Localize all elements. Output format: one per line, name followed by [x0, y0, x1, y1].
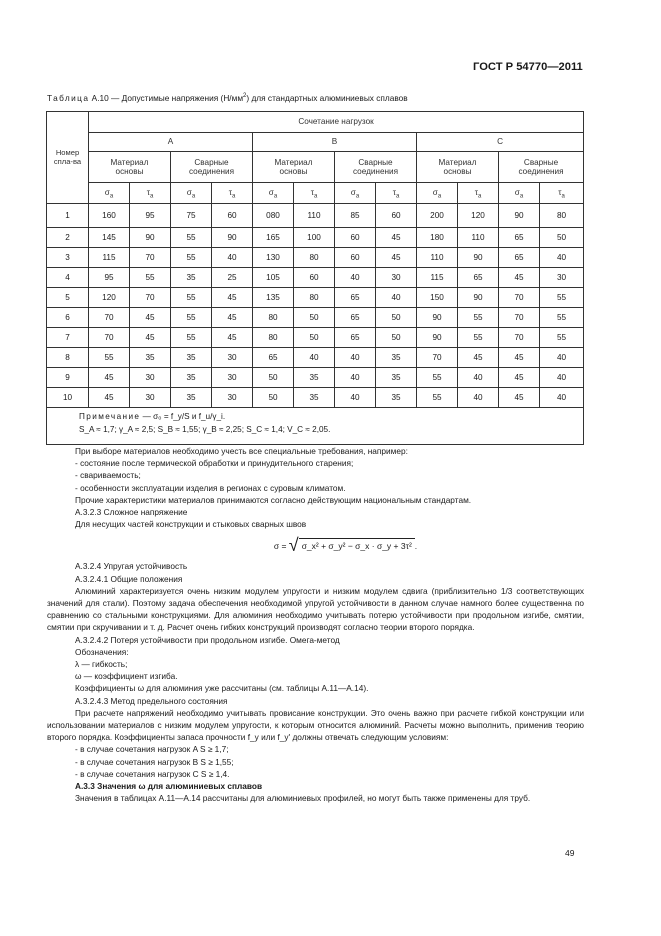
paragraph: При выборе материалов необходимо учесть все специальные требования, например: — [75, 446, 408, 456]
stress-value-cell: 110 — [417, 248, 458, 268]
stress-value-cell: 35 — [376, 368, 417, 388]
stress-value-cell: 45 — [376, 248, 417, 268]
stress-value-cell: 40 — [540, 348, 584, 368]
stress-value-cell: 80 — [253, 328, 294, 348]
stress-value-cell: 200 — [417, 204, 458, 228]
tau-header: $\tau_a$ — [458, 183, 499, 204]
list-item: - в случае сочетания нагрузок A S ≥ 1,7; — [75, 744, 229, 755]
stress-value-cell: 45 — [130, 308, 171, 328]
stress-value-cell: 65 — [253, 348, 294, 368]
stress-value-cell: 150 — [417, 288, 458, 308]
caption-sup: 2 — [243, 93, 247, 100]
stress-value-cell: 35 — [171, 348, 212, 368]
stress-value-cell: 40 — [335, 348, 376, 368]
stress-value-cell: 90 — [130, 228, 171, 248]
stress-value-cell: 90 — [212, 228, 253, 248]
stress-value-cell: 30 — [376, 268, 417, 288]
alloy-number-cell: 8 — [47, 348, 89, 368]
stress-value-cell: 40 — [540, 388, 584, 408]
stress-value-cell: 40 — [458, 368, 499, 388]
formula-lhs: σ = — [273, 541, 287, 552]
stress-value-cell: 80 — [294, 248, 335, 268]
table-row — [47, 308, 584, 328]
stress-value-cell: 60 — [294, 268, 335, 288]
stress-value-cell: 50 — [294, 308, 335, 328]
alloy-number-cell: 1 — [47, 204, 89, 228]
table-row — [47, 248, 584, 268]
stress-value-cell: 55 — [130, 268, 171, 288]
stress-value-cell: 130 — [253, 248, 294, 268]
stress-value-cell: 135 — [253, 288, 294, 308]
stress-value-cell: 80 — [253, 308, 294, 328]
paragraph: Алюминий характеризуется очень низким модулем упругости и низким модулем сдвига (приблизительно 1/3 соответствующих значений для стали). Поэтому задача обеспечения необходимой упругой устойчивости в данном случае намного более существенна по сравнению со стальными конструкциями. Для алюминия необходимо учитывать потерю устойчивости при продольном изгибе, смятии, смятии при скручивании и т. д. Расчет очень гибких конструкций производят согласно теории второго порядка. — [47, 585, 584, 633]
tau-header: $\tau_a$ — [130, 183, 171, 204]
stress-value-cell: 45 — [212, 288, 253, 308]
alloy-number-cell: 7 — [47, 328, 89, 348]
stress-value-cell: 35 — [294, 388, 335, 408]
stress-value-cell: 45 — [130, 328, 171, 348]
stress-value-cell: 115 — [417, 268, 458, 288]
stress-value-cell: 30 — [212, 388, 253, 408]
stress-formula — [47, 530, 584, 560]
stress-value-cell: 65 — [499, 248, 540, 268]
paragraph: Для несущих частей конструкции и стыковых сварных швов — [75, 519, 307, 530]
alloy-number-cell: 6 — [47, 308, 89, 328]
stress-value-cell: 45 — [212, 328, 253, 348]
paragraph: При расчете напряжений необходимо учитывать провисание конструкции. Это очень важно при расчете гибкой конструкции или использовании материалов с низким модулем упругости, к которым относится алюминий. Расчеты можно выполнить, применив теорию второго порядка. Коэффициенты запаса прочности f_y или f_y' должны отвечать следующим условиям: — [47, 707, 584, 743]
stress-value-cell: 70 — [130, 288, 171, 308]
stress-value-cell: 35 — [376, 388, 417, 408]
list-item: ω — коэффициент изгиба. — [75, 671, 178, 682]
stress-value-cell: 90 — [458, 288, 499, 308]
stress-value-cell: 35 — [171, 268, 212, 288]
stress-value-cell: 70 — [89, 308, 130, 328]
sigma-header: $\sigma_a$ — [253, 183, 294, 204]
table-row — [47, 328, 584, 348]
table-row — [47, 388, 584, 408]
stress-value-cell: 90 — [458, 248, 499, 268]
sub-header-base: Материал основы — [253, 152, 335, 183]
stress-value-cell: 50 — [376, 328, 417, 348]
list-item: - особенности эксплуатации изделия в регионах с суровым климатом. — [75, 482, 346, 493]
stress-value-cell: 60 — [335, 228, 376, 248]
section-heading: А.3.2.4.3 Метод предельного состояния — [75, 695, 228, 706]
stress-value-cell: 95 — [130, 204, 171, 228]
stress-value-cell: 45 — [499, 368, 540, 388]
paragraph: Значения в таблицах А.11—А.14 рассчитаны для алюминиевых профилей, но могут быть также применены для труб. — [75, 793, 531, 804]
table-row — [47, 204, 584, 228]
stress-value-cell: 100 — [294, 228, 335, 248]
stress-value-cell: 30 — [130, 368, 171, 388]
table-row — [47, 348, 584, 368]
stress-value-cell: 30 — [212, 368, 253, 388]
stress-value-cell: 40 — [335, 388, 376, 408]
list-item: - в случае сочетания нагрузок B S ≥ 1,55; — [75, 756, 234, 767]
sigma-header: $\sigma_a$ — [89, 183, 130, 204]
stress-value-cell: 45 — [376, 228, 417, 248]
sigma-header: $\sigma_a$ — [417, 183, 458, 204]
stress-value-cell: 115 — [89, 248, 130, 268]
alloy-number-cell: 9 — [47, 368, 89, 388]
combo-c-header: C — [417, 133, 584, 152]
stress-value-cell: 40 — [458, 388, 499, 408]
stress-value-cell: 45 — [212, 308, 253, 328]
table-row — [47, 288, 584, 308]
combo-b-header: B — [253, 133, 417, 152]
caption-text: А.10 — Допустимые напряжения (Н/мм — [91, 93, 244, 103]
sub-header-weld: Сварные соединения — [171, 152, 253, 183]
tau-header: $\tau_a$ — [540, 183, 584, 204]
stress-value-cell: 80 — [540, 204, 584, 228]
stress-value-cell: 95 — [89, 268, 130, 288]
list-item: - в случае сочетания нагрузок C S ≥ 1,4. — [75, 768, 230, 779]
tau-header: $\tau_a$ — [212, 183, 253, 204]
table-row — [47, 368, 584, 388]
stress-value-cell: 45 — [499, 348, 540, 368]
table-row — [47, 228, 584, 248]
stress-value-cell: 75 — [171, 204, 212, 228]
stress-value-cell: 90 — [499, 204, 540, 228]
stress-value-cell: 165 — [253, 228, 294, 248]
table-caption — [47, 93, 408, 103]
stress-value-cell: 30 — [212, 348, 253, 368]
list-item: λ — гибкость; — [75, 659, 128, 670]
stress-value-cell: 40 — [540, 368, 584, 388]
stress-value-cell: 55 — [171, 288, 212, 308]
stress-value-cell: 55 — [540, 308, 584, 328]
stress-value-cell: 85 — [335, 204, 376, 228]
stress-value-cell: 35 — [171, 388, 212, 408]
note-line-1: Примечание — σ₀ = f_y/S и f_u/γ_i. — [79, 412, 226, 421]
stress-value-cell: 65 — [458, 268, 499, 288]
combo-a-header: A — [89, 133, 253, 152]
stress-value-cell: 55 — [540, 328, 584, 348]
stress-value-cell: 40 — [540, 248, 584, 268]
stress-value-cell: 65 — [335, 308, 376, 328]
stress-value-cell: 40 — [335, 268, 376, 288]
stress-value-cell: 55 — [540, 288, 584, 308]
stress-value-cell: 70 — [499, 328, 540, 348]
formula-rhs: σ_x² + σ_y² − σ_x · σ_y + 3τ² — [299, 538, 415, 553]
stress-value-cell: 55 — [417, 388, 458, 408]
sub-header-weld: Сварные соединения — [499, 152, 584, 183]
stress-value-cell: 50 — [294, 328, 335, 348]
stress-value-cell: 40 — [212, 248, 253, 268]
section-heading: А.3.2.4.2 Потеря устойчивости при продольном изгибе. Омега-метод — [75, 634, 340, 645]
stress-value-cell: 45 — [499, 388, 540, 408]
stress-value-cell: 35 — [294, 368, 335, 388]
stress-value-cell: 120 — [458, 204, 499, 228]
caption-tail: ) для стандартных алюминиевых сплавов — [246, 93, 408, 103]
stress-value-cell: 55 — [458, 328, 499, 348]
standard-header: ГОСТ Р 54770—2011 — [473, 61, 583, 73]
alloy-number-cell: 5 — [47, 288, 89, 308]
group-header: Сочетание нагрузок — [89, 112, 584, 133]
sub-header-base: Материал основы — [417, 152, 499, 183]
stress-value-cell: 55 — [417, 368, 458, 388]
alloy-number-cell: 10 — [47, 388, 89, 408]
stress-value-cell: 45 — [499, 268, 540, 288]
paragraph: Прочие характеристики материалов принимаются согласно действующим национальным стандартам. — [75, 494, 472, 505]
stress-value-cell: 40 — [376, 288, 417, 308]
section-heading: А.3.2.4 Упругая устойчивость — [75, 561, 188, 572]
paragraph: Обозначения: — [75, 646, 129, 657]
stress-value-cell: 60 — [212, 204, 253, 228]
stress-value-cell: 90 — [417, 328, 458, 348]
body-text — [47, 445, 584, 804]
sigma-header: $\sigma_a$ — [335, 183, 376, 204]
paragraph: Коэффициенты ω для алюминия уже рассчитаны (см. таблицы А.11—А.14). — [75, 683, 369, 694]
tau-header: $\tau_a$ — [294, 183, 335, 204]
sub-header-weld: Сварные соединения — [335, 152, 417, 183]
stress-value-cell: 40 — [294, 348, 335, 368]
stress-value-cell: 110 — [294, 204, 335, 228]
alloy-number-cell: 4 — [47, 268, 89, 288]
stress-value-cell: 70 — [499, 288, 540, 308]
stress-value-cell: 55 — [171, 228, 212, 248]
stress-value-cell: 60 — [335, 248, 376, 268]
formula-end: . — [414, 541, 418, 552]
stress-value-cell: 105 — [253, 268, 294, 288]
table-note — [47, 408, 584, 445]
note-line-2: S_A ≈ 1,7; γ_A ≈ 2,5; S_B ≈ 1,55; γ_B ≈ 2,25; S_C ≈ 1,4; V_C ≈ 2,05. — [79, 424, 331, 434]
stress-value-cell: 35 — [376, 348, 417, 368]
stress-value-cell: 60 — [376, 204, 417, 228]
stress-value-cell: 25 — [212, 268, 253, 288]
stress-value-cell: 35 — [171, 368, 212, 388]
stress-value-cell: 50 — [376, 308, 417, 328]
section-heading: А.3.3 Значения ω для алюминиевых сплавов — [75, 781, 263, 792]
caption-label: Таблица — [47, 93, 90, 103]
alloy-number-cell: 3 — [47, 248, 89, 268]
stress-value-cell: 70 — [89, 328, 130, 348]
stress-value-cell: 70 — [499, 308, 540, 328]
stress-value-cell: 40 — [335, 368, 376, 388]
stress-value-cell: 55 — [171, 248, 212, 268]
stress-value-cell: 70 — [130, 248, 171, 268]
list-item: - состояние после термической обработки и принудительного старения; — [75, 458, 354, 469]
stress-value-cell: 55 — [171, 328, 212, 348]
stress-value-cell: 080 — [253, 204, 294, 228]
sub-header-base: Материал основы — [89, 152, 171, 183]
table-note-row — [47, 408, 584, 445]
stress-table — [46, 111, 584, 445]
stress-value-cell: 45 — [89, 368, 130, 388]
stress-value-cell: 45 — [458, 348, 499, 368]
stress-value-cell: 65 — [335, 328, 376, 348]
stress-value-cell: 160 — [89, 204, 130, 228]
stress-value-cell: 65 — [499, 228, 540, 248]
list-item: - свариваемость; — [75, 470, 141, 481]
stress-value-cell: 50 — [253, 388, 294, 408]
stress-value-cell: 180 — [417, 228, 458, 248]
table-row — [47, 268, 584, 288]
stress-value-cell: 35 — [130, 348, 171, 368]
stress-value-cell: 55 — [89, 348, 130, 368]
page-number: 49 — [565, 848, 575, 858]
sqrt-sign: √ — [288, 535, 299, 556]
stress-value-cell: 65 — [335, 288, 376, 308]
sigma-header: $\sigma_a$ — [499, 183, 540, 204]
stress-value-cell: 30 — [130, 388, 171, 408]
corner-header: Номер спла-ва — [47, 112, 89, 204]
sigma-header: $\sigma_a$ — [171, 183, 212, 204]
stress-value-cell: 50 — [540, 228, 584, 248]
stress-value-cell: 80 — [294, 288, 335, 308]
stress-value-cell: 30 — [540, 268, 584, 288]
stress-value-cell: 110 — [458, 228, 499, 248]
section-heading: А.3.2.3 Сложное напряжение — [75, 507, 188, 518]
section-heading: А.3.2.4.1 Общие положения — [75, 573, 183, 584]
alloy-number-cell: 2 — [47, 228, 89, 248]
stress-value-cell: 70 — [417, 348, 458, 368]
stress-value-cell: 50 — [253, 368, 294, 388]
stress-value-cell: 145 — [89, 228, 130, 248]
stress-value-cell: 55 — [171, 308, 212, 328]
stress-value-cell: 55 — [458, 308, 499, 328]
stress-value-cell: 90 — [417, 308, 458, 328]
stress-value-cell: 45 — [89, 388, 130, 408]
tau-header: $\tau_a$ — [376, 183, 417, 204]
stress-value-cell: 120 — [89, 288, 130, 308]
